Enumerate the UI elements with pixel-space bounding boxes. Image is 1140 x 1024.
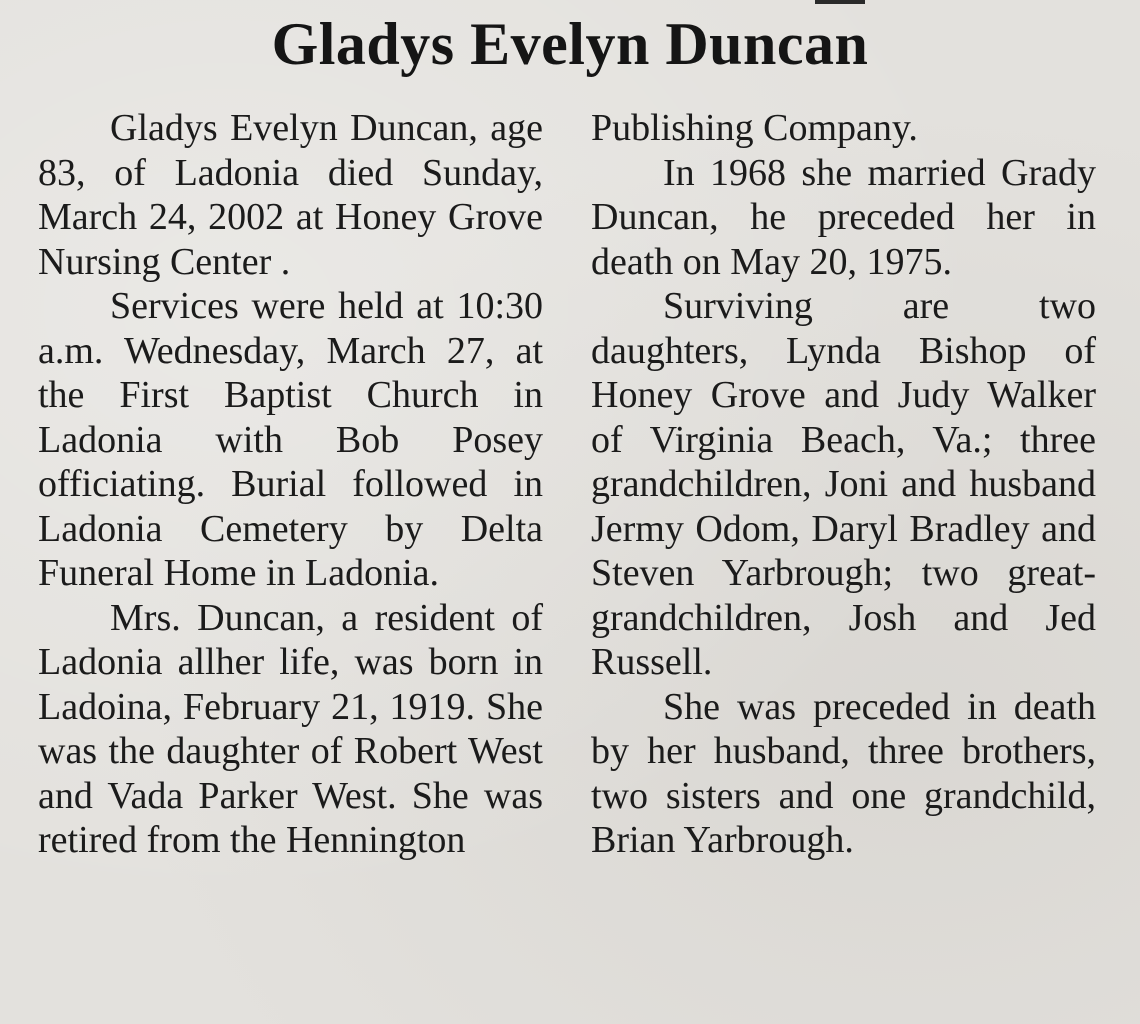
paragraph-services: Services were held at 10:30 a.m. Wednesday, March 27, at the First Baptist Church in Ladonia with Bob Posey officiating. Burial followed in Ladonia Cemetery by Delta Funeral Home in Ladonia. (38, 285, 543, 594)
top-rule-divider (815, 0, 865, 4)
paragraph-preceded: She was preceded in death by her husband, three brothers, two sisters and one grandchild, Brian Yarbrough. (591, 685, 1096, 861)
paragraph-biography-continued: Publishing Company. (591, 107, 918, 149)
paragraph-biography: Mrs. Duncan, a resident of Ladonia allher life, was born in Ladoina, February 21, 1919. She was the daughter of Robert West and Vada Parker West. She was retired from the Hennington (38, 596, 543, 861)
paragraph-survivors: Surviving are two daughters, Lynda Bishop of Honey Grove and Judy Walker of Virginia Beach, Va.; three grandchildren, Joni and husband Jermy Odom, Daryl Bradley and Steven Yarbrough; two great-grandchildren, Josh and Jed Russell. (591, 285, 1096, 683)
right-column (591, 106, 1096, 863)
paragraph-death-notice: Gladys Evelyn Duncan, age 83, of Ladonia died Sunday, March 24, 2002 at Honey Grove Nursing Center . (38, 107, 543, 283)
paragraph-marriage: In 1968 she married Grady Duncan, he preceded her in death on May 20, 1975. (591, 151, 1096, 283)
left-column (38, 106, 543, 863)
obituary-title: Gladys Evelyn Duncan (271, 11, 869, 77)
